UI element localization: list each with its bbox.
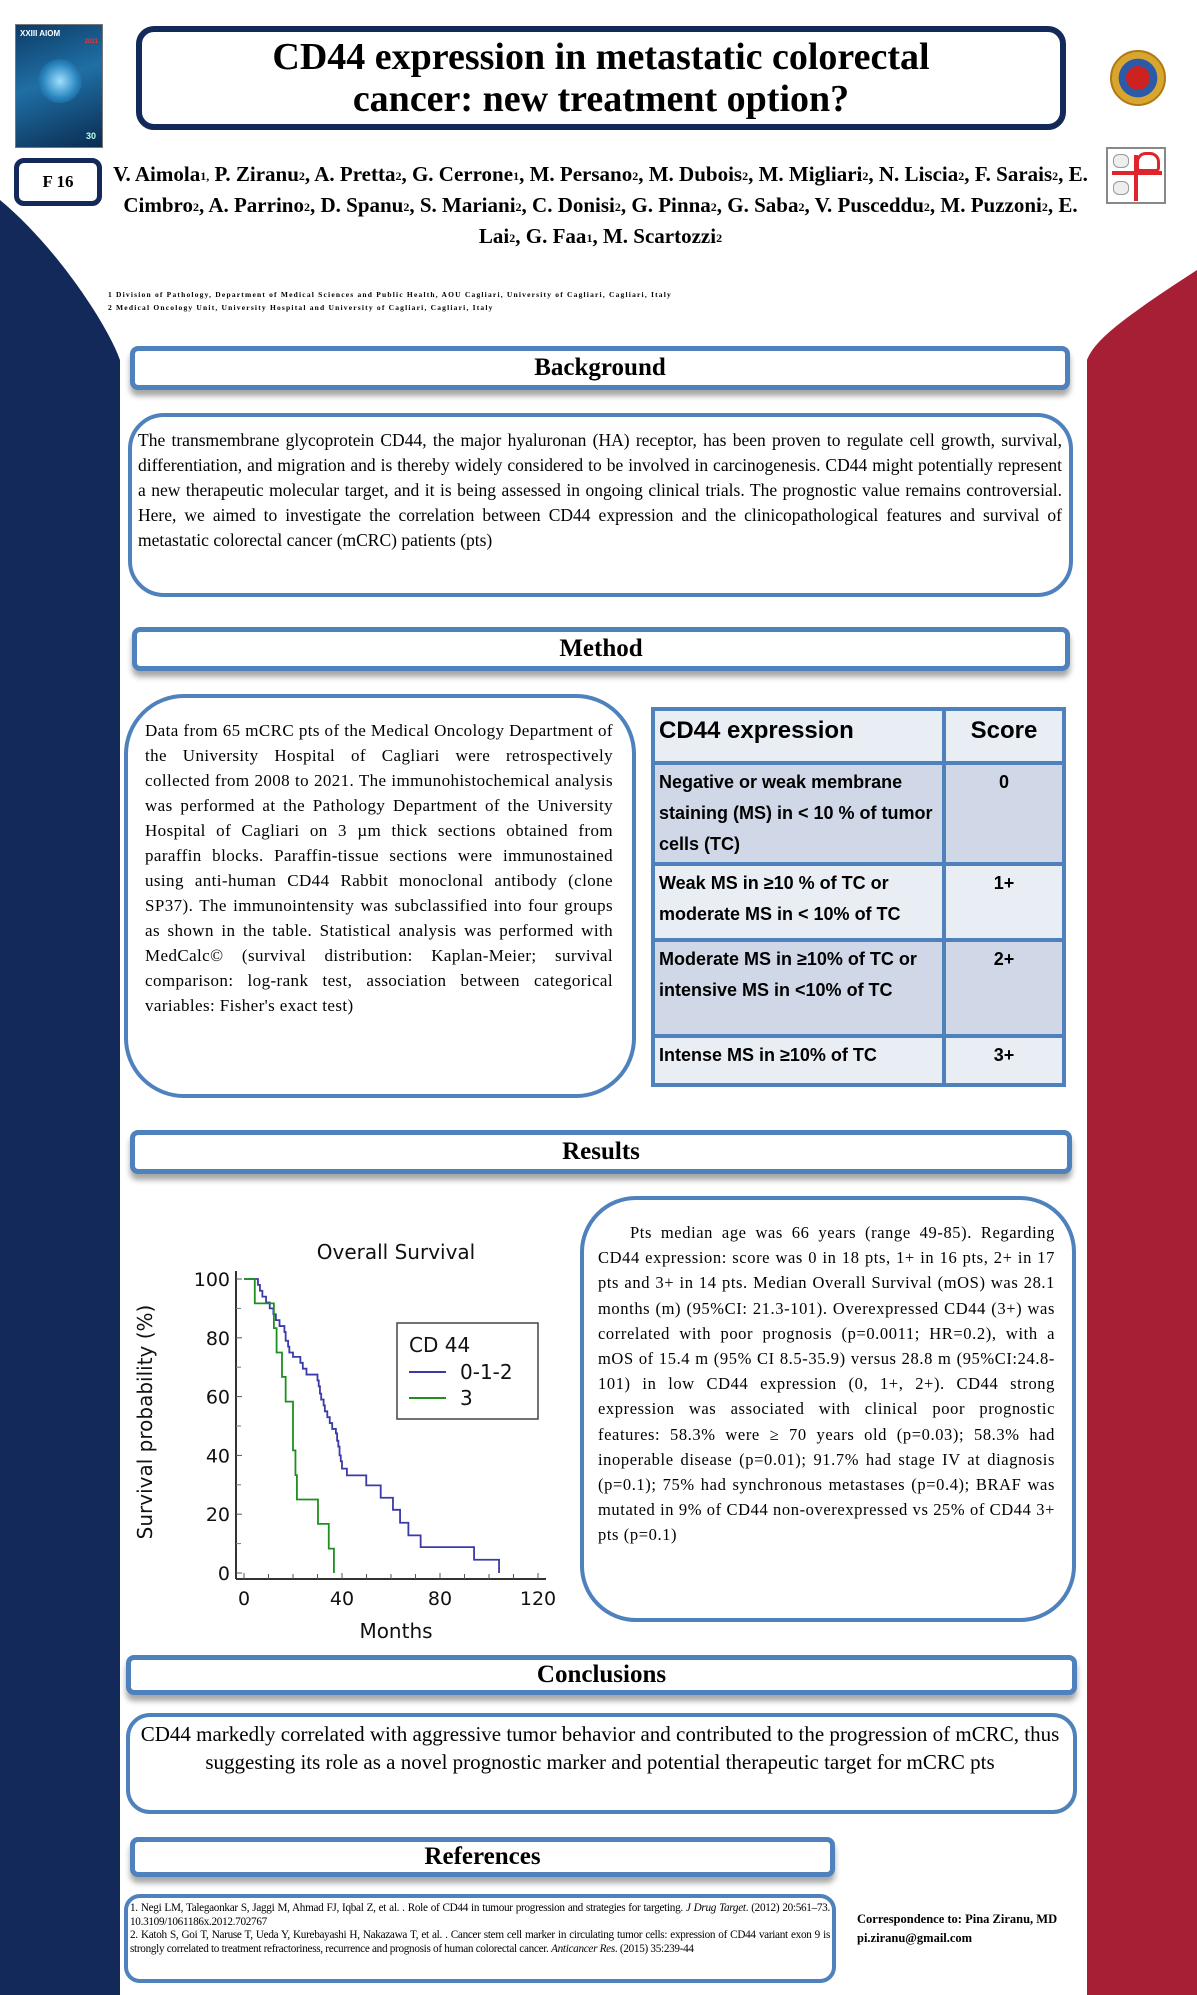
hospital-logo-icon	[1106, 147, 1166, 204]
table-header-row	[653, 709, 1064, 763]
poster-code-badge	[14, 158, 102, 206]
title-line-1: CD44 expression in metastatic colorectal	[272, 36, 930, 78]
cd44-score-table	[651, 707, 1066, 1087]
reference-body: 2. Katoh S, Goi T, Naruse T, Ueda Y, Kurebayashi H, Nakazawa T, et al. . Cancer stem cell marker in circulating tumor cells: expression of CD44 variant exon 9 is strongly correlated to treatment refractoriness, recurrence and prognosis of human colorectal cancer.	[130, 1929, 830, 1955]
author-affiliation-mark: 2	[742, 169, 749, 183]
expression-cell: Moderate MS in ≥10% of TC or intensive MS in <10% of TC	[653, 940, 944, 1036]
title-line-2: cancer: new treatment option?	[352, 78, 850, 120]
legend-label: 0-1-2	[460, 1360, 513, 1384]
author-name: E. Cimbro	[123, 162, 1088, 217]
congress-logo	[15, 24, 103, 148]
author-affiliation-mark: 2	[192, 200, 199, 214]
score-cell: 2+	[944, 940, 1064, 1036]
chart-legend	[397, 1323, 538, 1419]
title-box	[136, 26, 1066, 130]
reference-tail: . (2012) 20:561–73. 10.3109/1061186x.2012.702767	[130, 1902, 830, 1928]
conclusions-heading: Conclusions	[536, 1661, 667, 1688]
congress-logo-text: XXIII AIOM	[20, 29, 61, 38]
author-name: M. Migliari	[758, 162, 863, 186]
chart-title: Overall Survival	[316, 1240, 476, 1264]
author-affiliation-mark: 1	[513, 169, 520, 183]
author-name: C. Donisi	[532, 193, 615, 217]
method-heading: Method	[559, 635, 643, 662]
reference-body: 1. Negi LM, Talegaonkar S, Jaggi M, Ahmad FJ, Iqbal Z, et al. . Role of CD44 in tumour progression and strategies for targeting.	[130, 1902, 686, 1914]
seal-icon	[1113, 181, 1129, 195]
author-name: P. Ziranu	[214, 162, 299, 186]
conclusions-text: CD44 markedly correlated with aggressive tumor behavior and contributed to the progression of mCRC, thus suggesting its role as a novel prognostic marker and potential therapeutic target for mCRC pts	[140, 1722, 1060, 1774]
y-axis-label: Survival probability (%)	[133, 1304, 157, 1540]
author-name: N. Liscia	[878, 162, 959, 186]
author-affiliation-mark: 2	[303, 200, 310, 214]
author-name: G. Cerrone	[411, 162, 514, 186]
survival-curve-3	[244, 1279, 334, 1573]
y-tick-label: 60	[205, 1386, 230, 1409]
x-axis-label: Months	[359, 1619, 433, 1643]
background-text: The transmembrane glycoprotein CD44, the major hyaluronan (HA) receptor, has been proven to regulate cell growth, survival, differentiation, and migration and is thereby widely considered to be involved in carcinogenesis. CD44 might potentially represent a new therapeutic molecular target, and it is being assessed in ongoing clinical trials. The prognostic value remains controversial. Here, we aimed to investigate the correlation between CD44 expression and the clinicopathological features and survival of metastatic colorectal cancer (mCRC) patients (pts)	[138, 430, 1062, 550]
author-name: V. Pusceddu	[814, 193, 924, 217]
results-heading: Results	[562, 1138, 640, 1165]
anniversary-badge: 30	[85, 131, 96, 141]
author-affiliation-mark: 2	[710, 200, 717, 214]
author-name: M. Puzzoni	[940, 193, 1042, 217]
author-name: D. Spanu	[320, 193, 404, 217]
survival-chart-svg	[130, 1212, 570, 1652]
reference-journal: J Drug Target	[685, 1902, 746, 1914]
method-text: Data from 65 mCRC pts of the Medical Oncology Department of the University Hospital of Cagliari were retrospectively collected from 2008 to 2021. The immunohistochemical analysis was performed at the Pathology Department of the University Hospital of Cagliari on 3 µm thick sections obtained from paraffin blocks. Paraffin-tissue sections were immunostained using anti-human CD44 Rabbit monoclonal antibody (clone SP37). The immunointensity was subclassified into four groups as shown in the table. Statistical analysis was performed with MedCalc© (survival distribution: Kaplan-Meier; survival comparison: log-rank test, association between categorical variables: Fisher's exact test)	[145, 721, 613, 1015]
author-name: S. Mariani	[419, 193, 516, 217]
university-seal-icon	[1110, 50, 1166, 106]
author-affiliation-mark: 2	[403, 200, 410, 214]
chart-axes	[194, 1269, 556, 1610]
author-name: A. Pretta	[314, 162, 396, 186]
author-affiliation-mark: 2	[632, 169, 639, 183]
references-header	[130, 1837, 835, 1877]
author-affiliation-mark: 1,	[200, 169, 210, 183]
coat-of-arms-icon	[1113, 154, 1129, 168]
background-header	[130, 346, 1070, 390]
author-affiliation-mark: 2	[716, 231, 723, 245]
survival-chart	[130, 1212, 570, 1652]
y-tick-label: 100	[193, 1269, 230, 1291]
table-row	[653, 763, 1064, 864]
globe-icon	[38, 59, 82, 103]
table-row	[653, 864, 1064, 940]
author-name: V. Aimola	[113, 162, 201, 186]
reference-journal: Anticancer Res	[551, 1942, 615, 1955]
author-name: G. Pinna	[631, 193, 711, 217]
x-tick-label: 80	[427, 1588, 453, 1610]
x-tick-label: 0	[237, 1588, 251, 1610]
author-affiliation-mark: 1	[586, 231, 593, 245]
references-list	[130, 1902, 830, 1956]
author-affiliation-mark: 2	[515, 200, 522, 214]
results-text: Pts median age was 66 years (range 49-85). Regarding CD44 expression: score was 0 in 18 pts, 1+ in 16 pts, 2+ in 17 pts and 3+ in 14 pts. Median Overall Survival (mOS) was 28.1 months (m) (95%CI: 21.3-101). Overexpressed CD44 (3+) was correlated with poor prognosis (p=0.0011; HR=0.2), with a mOS of 15.4 m (95% CI 8.5-35.9) versus 28.8 m (95%CI:24.8-101) in low CD44 expression (0, 1+, 2+). CD44 strong expression was associated with clinical poor prognostic features: 58.3% were ≥ 70 years old (p=0.03); 58.3% had inoperable disease (p=0.01); 91.7% had stage IV at diagnosis (p=0.1); 75% had synchronous metastases (p=0.4); BRAF was mutated in 9% of CD44 non-overexpressed vs 25% of CD44 3+ pts (p=0.1)	[598, 1223, 1055, 1545]
method-header	[132, 627, 1070, 671]
x-tick-label: 120	[519, 1588, 557, 1610]
table-row	[653, 940, 1064, 1036]
reference-item	[130, 1929, 830, 1956]
expression-cell: Weak MS in ≥10 % of TC or moderate MS in < 10% of TC	[653, 864, 944, 940]
y-tick-label: 20	[205, 1504, 230, 1527]
score-cell: 0	[944, 763, 1064, 864]
legend-title: CD 44	[409, 1333, 471, 1357]
author-affiliation-mark: 2	[509, 231, 516, 245]
score-cell: 1+	[944, 864, 1064, 940]
author-name: G. Faa	[525, 224, 587, 248]
affiliation-1: 1 Division of Pathology, Department of Medical Sciences and Public Health, AOU Cagliari, University of Cagliari, Cagliari, Italy	[108, 290, 672, 299]
author-affiliation-mark: 2	[614, 200, 621, 214]
affiliations	[108, 288, 672, 314]
header-score: Score	[944, 709, 1064, 763]
author-affiliation-mark: 2	[798, 200, 805, 214]
background-heading: Background	[534, 354, 666, 381]
author-name: G. Saba	[727, 193, 799, 217]
correspondence	[857, 1910, 1057, 1948]
author-affiliation-mark: 2	[1041, 200, 1048, 214]
author-name: F. Sarais	[974, 162, 1053, 186]
author-affiliation-mark: 2	[862, 169, 869, 183]
header-expression: CD44 expression	[653, 709, 944, 763]
references-heading: References	[424, 1843, 541, 1870]
conclusions-header	[126, 1655, 1077, 1695]
author-affiliation-mark: 2	[395, 169, 402, 183]
expression-cell: Intense MS in ≥10% of TC	[653, 1036, 944, 1085]
reference-item	[130, 1902, 830, 1929]
poster-code: F 16	[42, 172, 74, 191]
author-affiliation-mark: 2	[1052, 169, 1059, 183]
results-header	[130, 1130, 1072, 1174]
expression-cell: Negative or weak membrane staining (MS) in < 10 % of tumor cells (TC)	[653, 763, 944, 864]
legend-label: 3	[460, 1386, 473, 1410]
author-list: V. Aimola$^{1,}$ P. Ziranu$^2$, A. Pretta$^2$, G. Cerrone$^1$, M. Persano$^2$, M. Dubois$^2$, M. Migliari$^2$, N. Liscia$^2$, F. Sarais$^2$, E. Cimbro$^2$, A. Parrino$^2$, D. Spanu$^2$, S. Mariani$^2$, C. Donisi$^2$, G. Pinna$^2$, G. Saba$^2$, V. Pusceddu$^2$, M. Puzzoni$^2$, E. Lai$^2$, G. Faa$^1$, M. Scartozzi$^2$	[113, 162, 1088, 248]
reference-tail: . (2015) 35:239-44	[614, 1942, 694, 1955]
poster-title	[272, 36, 929, 120]
author-name: M. Scartozzi	[602, 224, 717, 248]
congress-logo-year: 2021	[84, 39, 98, 45]
author-name: M. Persano	[529, 162, 633, 186]
author-affiliation-mark: 2	[958, 169, 965, 183]
x-tick-label: 40	[329, 1588, 355, 1610]
author-name: E. Lai	[478, 193, 1078, 248]
y-tick-label: 0	[217, 1563, 230, 1585]
author-affiliation-mark: 2	[923, 200, 930, 214]
author-name: A. Parrino	[208, 193, 304, 217]
score-cell: 3+	[944, 1036, 1064, 1085]
correspondence-email[interactable]: pi.ziranu@gmail.com	[857, 1931, 973, 1945]
correspondence-label: Correspondence to: Pina Ziranu, MD	[857, 1912, 1058, 1926]
heart-icon	[1136, 152, 1160, 172]
author-name: M. Dubois	[648, 162, 743, 186]
table-row	[653, 1036, 1064, 1085]
y-tick-label: 40	[205, 1445, 230, 1468]
y-tick-label: 80	[205, 1327, 230, 1350]
affiliation-2: 2 Medical Oncology Unit, University Hospital and University of Cagliari, Cagliari, Italy	[108, 303, 494, 312]
author-affiliation-mark: 2	[298, 169, 305, 183]
